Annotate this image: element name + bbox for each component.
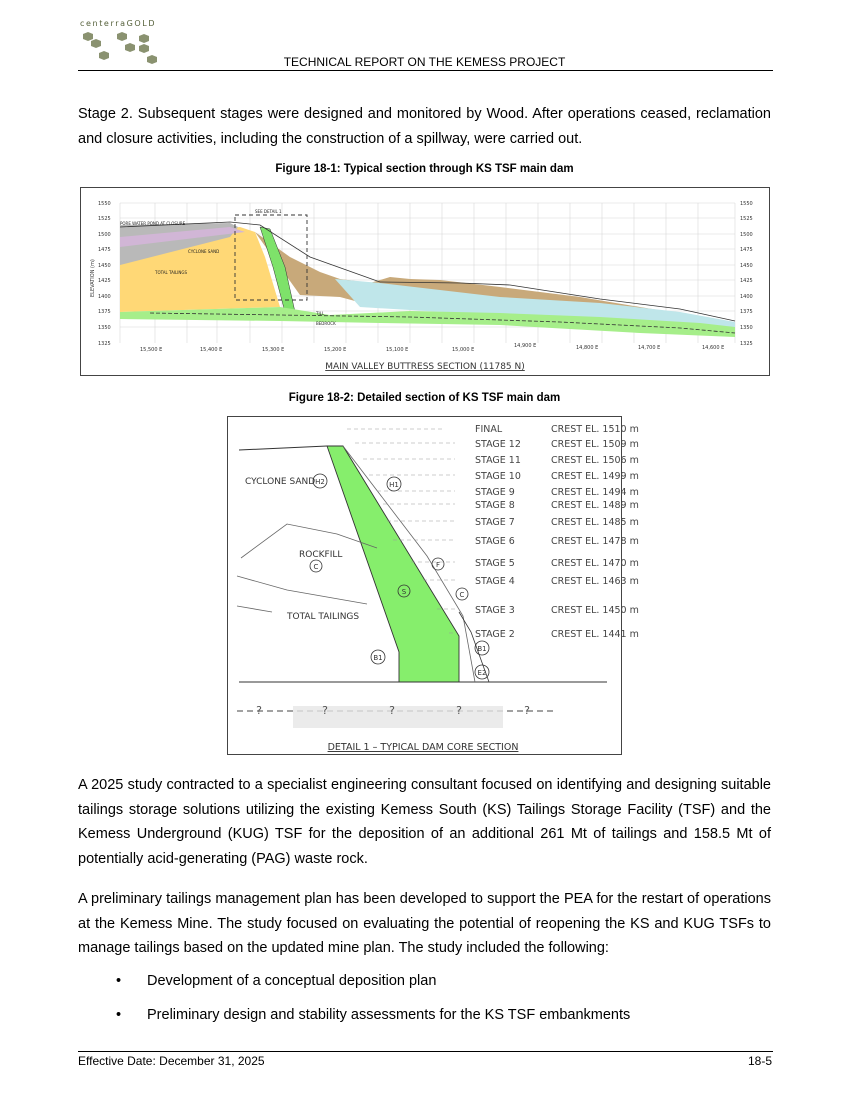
bullet-item: Development of a conceptual deposition plan xyxy=(147,973,437,989)
stage-crest: CREST EL. 1470 m xyxy=(551,558,639,569)
stage-crest: CREST EL. 1450 m xyxy=(551,605,639,616)
footer-rule xyxy=(78,1051,773,1052)
elev-label: 1400 xyxy=(98,294,111,300)
easting-label: 15,300 E xyxy=(262,347,285,353)
paragraph-tailings-plan: A preliminary tailings management plan has been developed to support the PEA for the restart of operations at the Kemess Mine. The study focused on evaluating the potential of reopening the KS and KUG TSFs to manage tailings based on the updated mine plan. The study included the following: xyxy=(78,891,771,956)
stage-crest: CREST EL. 1441 m xyxy=(551,629,639,640)
easting-label: 15,200 E xyxy=(324,347,347,353)
zone-label-b1: B1 xyxy=(373,654,383,662)
stage-crest: CREST EL. 1506 m xyxy=(551,455,639,466)
figure1-ylabel: ELEVATION (m) xyxy=(90,259,96,297)
stage-crest: CREST EL. 1494 m xyxy=(551,487,639,498)
cyclone-sand-label: CYCLONE SAND xyxy=(188,249,220,254)
footer-effective-date: Effective Date: December 31, 2025 xyxy=(78,1054,265,1068)
figure2-title: DETAIL 1 – TYPICAL DAM CORE SECTION xyxy=(327,742,519,753)
header-rule xyxy=(78,70,773,71)
stage-name: STAGE 6 xyxy=(475,536,515,547)
stage-name: STAGE 3 xyxy=(475,605,515,616)
elev-label: 1325 xyxy=(98,341,111,347)
stage-name: STAGE 2 xyxy=(475,629,515,640)
stage-name: STAGE 9 xyxy=(475,487,515,498)
stage-name: STAGE 12 xyxy=(475,439,521,450)
elev-label: 1525 xyxy=(98,216,111,222)
zone-label-h1: H1 xyxy=(389,481,399,489)
stage-name: STAGE 10 xyxy=(475,471,521,482)
total-tailings-label: TOTAL TAILINGS xyxy=(155,270,188,275)
figure2-detail-drawing xyxy=(227,416,639,755)
stage-crest: CREST EL. 1485 m xyxy=(551,517,639,528)
figure1-title: MAIN VALLEY BUTTRESS SECTION (11785 N) xyxy=(325,362,525,372)
bullet-marker: • xyxy=(116,1007,122,1023)
unknown-marker: ? xyxy=(322,704,328,717)
figure1-section-drawing xyxy=(80,187,770,376)
stage-crest: CREST EL. 1499 m xyxy=(551,471,639,482)
stage-crest: CREST EL. 1478 m xyxy=(551,536,639,547)
stage-crest: CREST EL. 1510 m xyxy=(551,424,639,435)
unknown-marker: ? xyxy=(524,704,530,717)
logo-text: centerraGOLD xyxy=(80,19,157,28)
elev-label: 1550 xyxy=(98,201,111,207)
stage-crest: CREST EL. 1489 m xyxy=(551,500,639,511)
zone-label-c: C xyxy=(313,563,319,571)
bedrock-label: BEDROCK xyxy=(316,321,336,326)
elev-label: 1350 xyxy=(98,325,111,331)
till-label: TILL xyxy=(316,311,325,316)
stage-name: STAGE 5 xyxy=(475,558,515,569)
header-title: TECHNICAL REPORT ON THE KEMESS PROJECT xyxy=(283,55,566,69)
elev-label: 1375 xyxy=(98,309,111,315)
footer-page-number: 18-5 xyxy=(747,1054,772,1068)
stage-name: STAGE 8 xyxy=(475,500,515,511)
easting-label: 15,000 E xyxy=(452,347,475,353)
stage-name: FINAL xyxy=(475,424,503,435)
stage-crest: CREST EL. 1463 m xyxy=(551,576,639,587)
stage-crest: CREST EL. 1509 m xyxy=(551,439,639,450)
elev-label-right: 1325 xyxy=(740,341,753,347)
easting-label: 14,700 E xyxy=(638,345,661,351)
elev-label-right: 1525 xyxy=(740,216,753,222)
total-tailings-label: TOTAL TAILINGS xyxy=(287,612,360,622)
zone-label-c2: C xyxy=(459,591,465,599)
bullet-item: Preliminary design and stability assessments for the KS TSF embankments xyxy=(147,1007,631,1023)
figure1-caption: Figure 18-1: Typical section through KS TSF main dam xyxy=(275,163,574,175)
pond-note: PORE WATER POND AT CLOSURE xyxy=(120,221,186,226)
elev-label: 1450 xyxy=(98,263,111,269)
elev-label-right: 1475 xyxy=(740,247,753,253)
zone-label-s: S xyxy=(401,588,407,596)
elev-label-right: 1550 xyxy=(740,201,753,207)
rockfill-label: ROCKFILL xyxy=(299,550,343,560)
easting-label: 15,400 E xyxy=(200,347,223,353)
stage-name: STAGE 7 xyxy=(475,517,515,528)
figure2-caption: Figure 18-2: Detailed section of KS TSF main dam xyxy=(288,392,561,404)
elev-label-right: 1400 xyxy=(740,294,753,300)
bullet-marker: • xyxy=(116,973,122,989)
paragraph-2025-study: A 2025 study contracted to a specialist engineering consultant focused on identifying and designing suitable tailings storage solutions utilizing the existing Kemess South (KS) Tailings Storage Facility (TSF) and the Kemess Underground (KUG) TSF for the deposition of an additional 261 Mt of tailings and 158.5 Mt of potentially acid-generating (PAG) waste rock. xyxy=(78,777,771,867)
elev-label: 1425 xyxy=(98,278,111,284)
unknown-marker: ? xyxy=(256,704,262,717)
paragraph-stage2: Stage 2. Subsequent stages were designed and monitored by Wood. After operations ceased, reclamation and closure activities, including the construction of a spillway, were carried out. xyxy=(78,106,771,147)
elev-label: 1475 xyxy=(98,247,111,253)
elev-label-right: 1375 xyxy=(740,309,753,315)
zone-label-e2: E2 xyxy=(477,669,487,677)
zone-label-b1-right: B1 xyxy=(477,645,487,653)
elev-label-right: 1450 xyxy=(740,263,753,269)
easting-label: 15,100 E xyxy=(386,347,409,353)
easting-label: 14,600 E xyxy=(702,345,725,351)
stage-name: STAGE 4 xyxy=(475,576,515,587)
elev-label-right: 1425 xyxy=(740,278,753,284)
zone-label-f: F xyxy=(435,561,441,569)
zone-label-h2: H2 xyxy=(315,478,325,486)
cyclone-sand-label: CYCLONE SAND xyxy=(245,477,316,487)
easting-label: 14,900 E xyxy=(514,343,537,349)
unknown-marker: ? xyxy=(389,704,395,717)
easting-label: 15,500 E xyxy=(140,347,163,353)
easting-label: 14,800 E xyxy=(576,345,599,351)
elev-label: 1500 xyxy=(98,232,111,238)
elev-label-right: 1500 xyxy=(740,232,753,238)
elev-label-right: 1350 xyxy=(740,325,753,331)
see-detail-label: SEE DETAIL 1 xyxy=(255,209,282,214)
unknown-marker: ? xyxy=(456,704,462,717)
stage-name: STAGE 11 xyxy=(475,455,521,466)
